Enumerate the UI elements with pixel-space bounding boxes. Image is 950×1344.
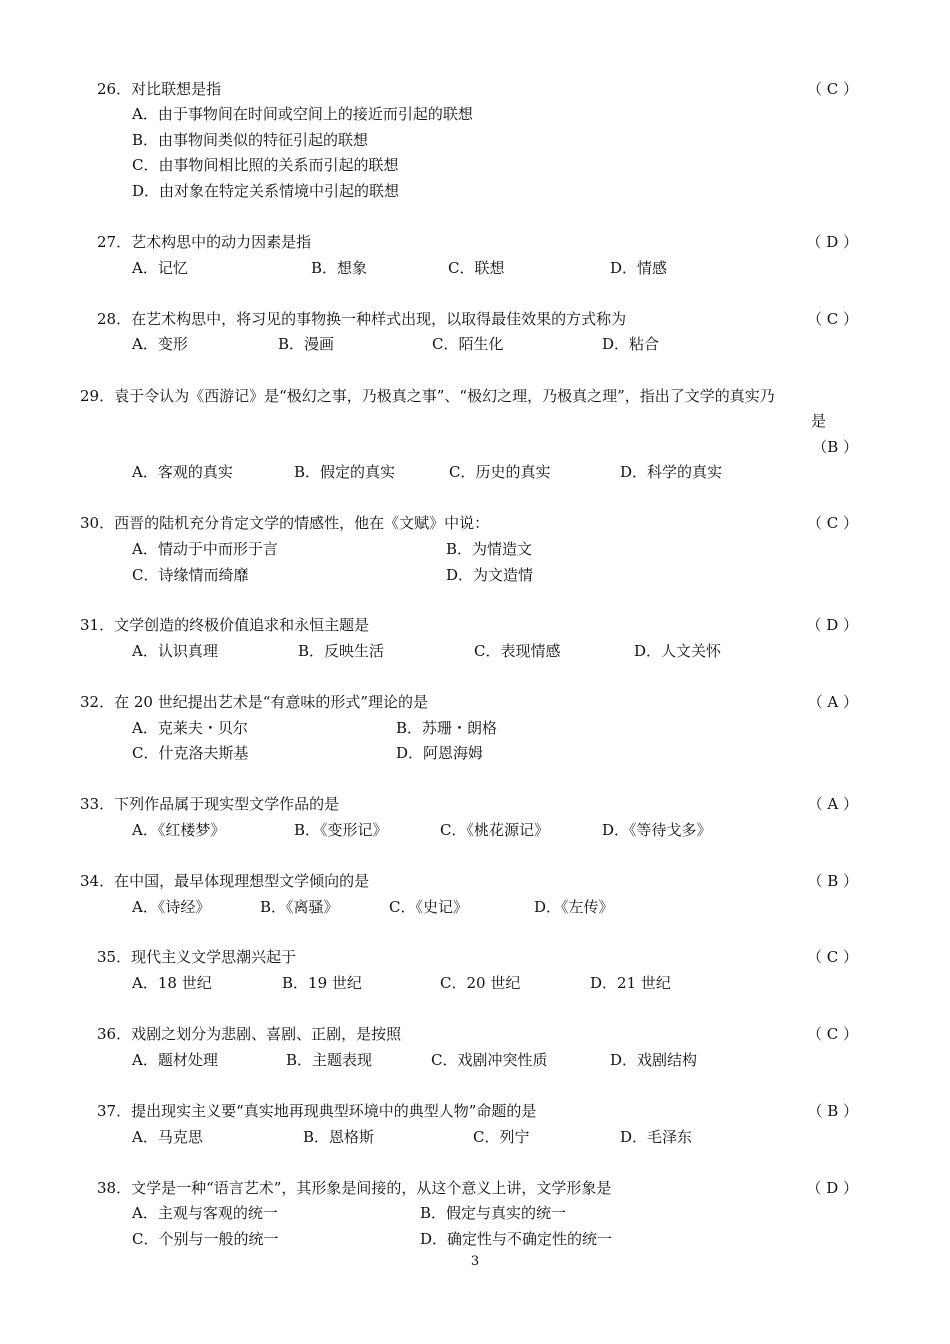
question-stem: 31．文学创造的终极价值追求和永恒主题是 [80,616,370,634]
option-c: C．列宁 [473,1128,530,1146]
question-stem: 29．袁于令认为《西游记》是“极幻之事，乃极真之事”、“极幻之理，乃极真之理”，指出了文学的真实乃 [80,387,775,405]
answer-label: （ D ） [806,616,858,634]
option-d: D．粘合 [602,335,660,353]
option-d: D．人文关怀 [634,642,722,660]
answer-label: （ D ） [806,1179,858,1197]
question-stem-continuation: 是 [811,412,827,430]
answer-label: （ D ） [806,233,858,251]
option-b: B．想象 [311,259,368,277]
option-b: B．反映生活 [298,642,385,660]
answer-label: （ C ） [806,514,858,532]
option-b: B．由事物间类似的特征引起的联想 [132,131,369,149]
question-stem: 37．提出现实主义要“真实地再现典型环境中的典型人物”命题的是 [97,1102,537,1120]
answer-label: （B ） [812,438,858,456]
page-number: 3 [470,1254,480,1269]
option-c: C．历史的真实 [449,463,551,481]
question-stem: 30．西晋的陆机充分肯定文学的情感性，他在《文赋》中说： [80,514,490,532]
question-stem: 32．在 20 世纪提出艺术是“有意味的形式”理论的是 [80,693,429,711]
option-c: C．《桃花源记》 [440,821,549,839]
option-d: D．阿恩海姆 [396,744,484,762]
answer-label: （ C ） [806,310,858,328]
answer-label: （ C ） [806,80,858,98]
answer-label: （ A ） [807,795,858,813]
answer-label: （ B ） [807,1102,858,1120]
option-b: B．假定的真实 [294,463,396,481]
option-a: A．情动于中而形于言 [132,540,278,558]
option-d: D．21 世纪 [590,974,671,992]
answer-label: （ A ） [807,693,858,711]
option-d: D．《等待戈多》 [602,821,712,839]
option-b: B．假定与真实的统一 [420,1204,567,1222]
question-stem: 27．艺术构思中的动力因素是指 [97,233,312,251]
option-d: D．毛泽东 [620,1128,693,1146]
option-a: A．记忆 [132,259,188,277]
option-d: D．由对象在特定关系情境中引起的联想 [132,182,400,200]
option-d: D．情感 [610,259,668,277]
question-stem: 36．戏剧之划分为悲剧、喜剧、正剧，是按照 [97,1025,402,1043]
option-a: A．变形 [132,335,188,353]
option-d: D．为文造情 [446,566,534,584]
question-stem: 34．在中国，最早体现理想型文学倾向的是 [80,872,370,890]
option-a: A．克莱夫・贝尔 [132,719,248,737]
question-stem: 35．现代主义文学思潮兴起于 [97,948,297,966]
option-a: A．由于事物间在时间或空间上的接近而引起的联想 [132,105,473,123]
option-b: B．《变形记》 [294,821,388,839]
option-a: A．客观的真实 [132,463,233,481]
option-b: B．漫画 [278,335,335,353]
option-b: B．恩格斯 [303,1128,375,1146]
option-c: C．《史记》 [389,898,468,916]
option-a: A．《红楼梦》 [132,821,226,839]
option-b: B．主题表现 [286,1051,373,1069]
question-stem: 28．在艺术构思中，将习见的事物换一种样式出现，以取得最佳效果的方式称为 [97,310,627,328]
question-stem: 33．下列作品属于现实型文学作品的是 [80,795,340,813]
option-d: D．戏剧结构 [610,1051,698,1069]
option-d: D．科学的真实 [620,463,723,481]
option-c: C．诗缘情而绮靡 [132,566,249,584]
option-b: B．苏珊・朗格 [396,719,498,737]
option-a: A．《诗经》 [132,898,211,916]
question-stem: 26．对比联想是指 [97,80,222,98]
option-a: A．18 世纪 [132,974,212,992]
option-a: A．认识真理 [132,642,218,660]
option-c: C．联想 [448,259,505,277]
option-b: B．《离骚》 [260,898,339,916]
answer-label: （ C ） [806,948,858,966]
option-c: C．个别与一般的统一 [132,1230,279,1248]
option-c: C．什克洛夫斯基 [132,744,249,762]
option-b: B．19 世纪 [282,974,362,992]
answer-label: （ C ） [806,1025,858,1043]
option-c: C．20 世纪 [440,974,521,992]
question-stem: 38．文学是一种“语言艺术”，其形象是间接的，从这个意义上讲，文学形象是 [97,1179,612,1197]
option-d: D．确定性与不确定性的统一 [420,1230,613,1248]
option-c: C．表现情感 [474,642,561,660]
option-a: A．主观与客观的统一 [132,1204,278,1222]
option-d: D．《左传》 [534,898,614,916]
option-c: C．由事物间相比照的关系而引起的联想 [132,156,399,174]
option-a: A．题材处理 [132,1051,218,1069]
option-c: C．陌生化 [432,335,504,353]
answer-label: （ B ） [807,872,858,890]
option-b: B．为情造文 [446,540,533,558]
option-c: C．戏剧冲突性质 [431,1051,548,1069]
option-a: A．马克思 [132,1128,203,1146]
